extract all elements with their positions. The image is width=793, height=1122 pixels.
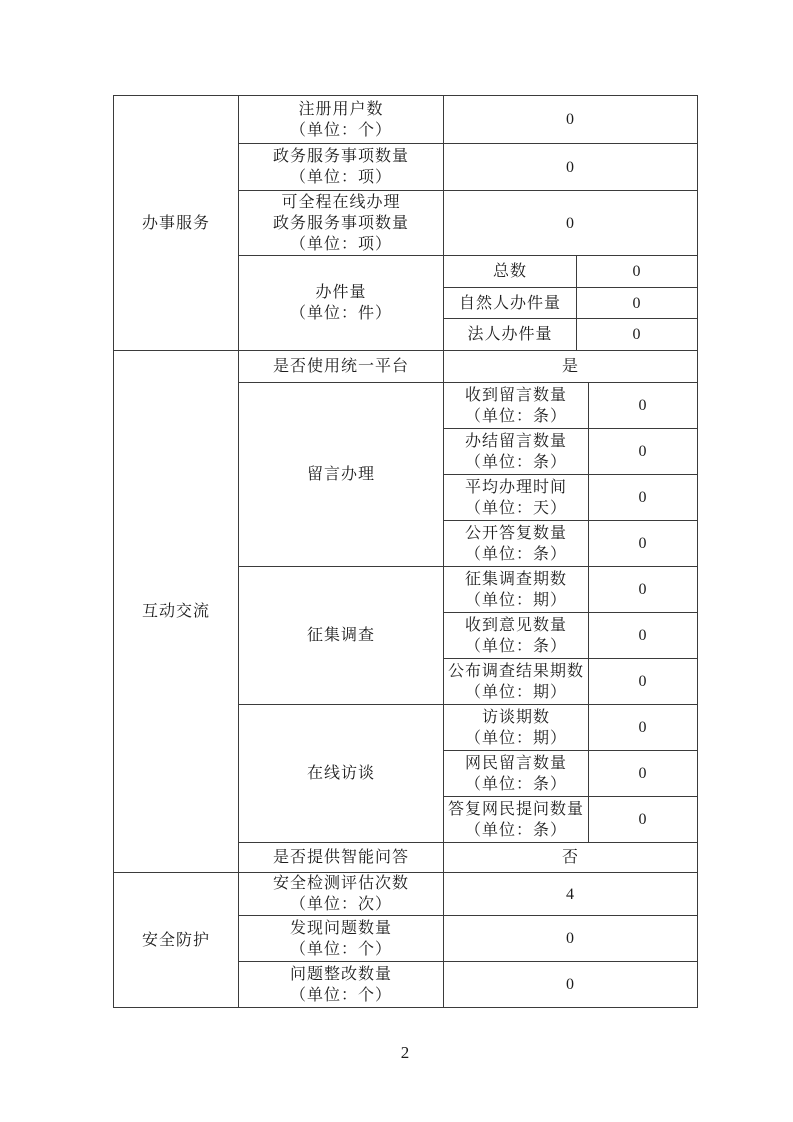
label-messages-resolved	[444, 429, 589, 475]
unit-line: （单位：个）	[289, 986, 392, 1004]
category-cell-service: 办事服务	[114, 96, 239, 351]
label-line: 可全程在线办理	[281, 193, 401, 211]
label-survey-results-published	[444, 659, 589, 705]
unit-line: （单位：条）	[464, 775, 567, 793]
value-survey-results-published: 0	[589, 659, 698, 705]
value-interview-periods: 0	[589, 705, 698, 751]
value-opinions-received: 0	[589, 613, 698, 659]
group-cell-cases	[239, 256, 444, 351]
value-cases-total: 0	[577, 256, 698, 288]
value-security-assessments: 4	[444, 873, 698, 916]
label-line: 安全检测评估次数	[272, 875, 409, 892]
unit-line: （单位：条）	[464, 821, 567, 839]
value-cases-natural-person: 0	[577, 288, 698, 319]
label-cases-natural-person: 自然人办件量	[444, 288, 577, 319]
row-unified-platform	[114, 351, 698, 383]
value-problems-rectified: 0	[444, 962, 698, 1008]
value-netizen-messages: 0	[589, 751, 698, 797]
label-line: 平均办理时间	[464, 478, 567, 496]
label-line: 网民留言数量	[464, 754, 567, 772]
row-security-assessments	[114, 873, 698, 916]
value-messages-resolved: 0	[589, 429, 698, 475]
value-netizen-questions-answered: 0	[589, 797, 698, 843]
label-cases-legal-person: 法人办件量	[444, 319, 577, 351]
label-line: 公布调查结果期数	[447, 662, 584, 680]
label-problems-found	[239, 916, 444, 962]
label-registered-users	[239, 96, 444, 144]
label-average-handling-time	[444, 475, 589, 521]
unit-line: （单位：个）	[289, 940, 392, 958]
label-opinions-received	[444, 613, 589, 659]
unit-line: （单位：项）	[289, 169, 392, 186]
group-cell-message-handling: 留言办理	[239, 383, 444, 567]
value-gov-service-items: 0	[444, 144, 698, 191]
value-public-replies: 0	[589, 521, 698, 567]
label-full-online-items	[239, 191, 444, 256]
label-survey-periods	[444, 567, 589, 613]
label-line: 公开答复数量	[464, 524, 567, 542]
row-registered-users	[114, 96, 698, 144]
label-netizen-questions-answered	[444, 797, 589, 843]
group-label-line: 办件量	[315, 284, 367, 301]
label-netizen-messages	[444, 751, 589, 797]
page-number: 2	[400, 1043, 410, 1062]
label-smart-qa: 是否提供智能问答	[239, 843, 444, 873]
unit-line: （单位：天）	[464, 499, 567, 517]
unit-line: （单位：个）	[289, 121, 392, 139]
label-line: 答复网民提问数量	[447, 800, 584, 818]
label-line: 发现问题数量	[289, 919, 392, 937]
label-line: 办结留言数量	[464, 432, 567, 450]
category-cell-interaction: 互动交流	[114, 351, 239, 873]
label-security-assessments	[239, 873, 444, 916]
report-table	[113, 95, 698, 1008]
label-cases-total: 总数	[444, 256, 577, 288]
unit-line: （单位：条）	[464, 545, 567, 563]
category-cell-security: 安全防护	[114, 873, 239, 1008]
label-public-replies	[444, 521, 589, 567]
value-registered-users: 0	[444, 96, 698, 144]
value-cases-legal-person: 0	[577, 319, 698, 351]
annual-report-table	[113, 95, 697, 1008]
label-unified-platform: 是否使用统一平台	[239, 351, 444, 383]
label-line: 收到意见数量	[464, 616, 567, 634]
value-problems-found: 0	[444, 916, 698, 962]
label-line: 政务服务事项数量	[272, 214, 409, 232]
label-line: 收到留言数量	[464, 386, 567, 404]
value-smart-qa: 否	[444, 843, 698, 873]
unit-line: （单位：期）	[464, 683, 567, 701]
group-cell-surveys: 征集调查	[239, 567, 444, 705]
unit-line: （单位：项）	[289, 235, 392, 253]
label-messages-received	[444, 383, 589, 429]
label-interview-periods	[444, 705, 589, 751]
unit-line: （单位：次）	[289, 896, 392, 913]
label-line: 征集调查期数	[464, 570, 567, 588]
unit-line: （单位：期）	[464, 729, 567, 747]
value-messages-received: 0	[589, 383, 698, 429]
unit-line: （单位：期）	[464, 591, 567, 609]
label-gov-service-items	[239, 144, 444, 191]
value-survey-periods: 0	[589, 567, 698, 613]
label-line: 问题整改数量	[289, 965, 392, 983]
unit-line: （单位：条）	[464, 637, 567, 655]
value-average-handling-time: 0	[589, 475, 698, 521]
label-problems-rectified	[239, 962, 444, 1008]
group-unit-line: （单位：件）	[289, 305, 392, 322]
unit-line: （单位：条）	[464, 453, 567, 471]
unit-line: （单位：条）	[464, 407, 567, 425]
label-line: 访谈期数	[481, 708, 550, 726]
group-cell-online-interviews: 在线访谈	[239, 705, 444, 843]
label-line: 政务服务事项数量	[272, 148, 409, 165]
value-full-online-items: 0	[444, 191, 698, 256]
label-line: 注册用户数	[298, 100, 384, 118]
value-unified-platform: 是	[444, 351, 698, 383]
